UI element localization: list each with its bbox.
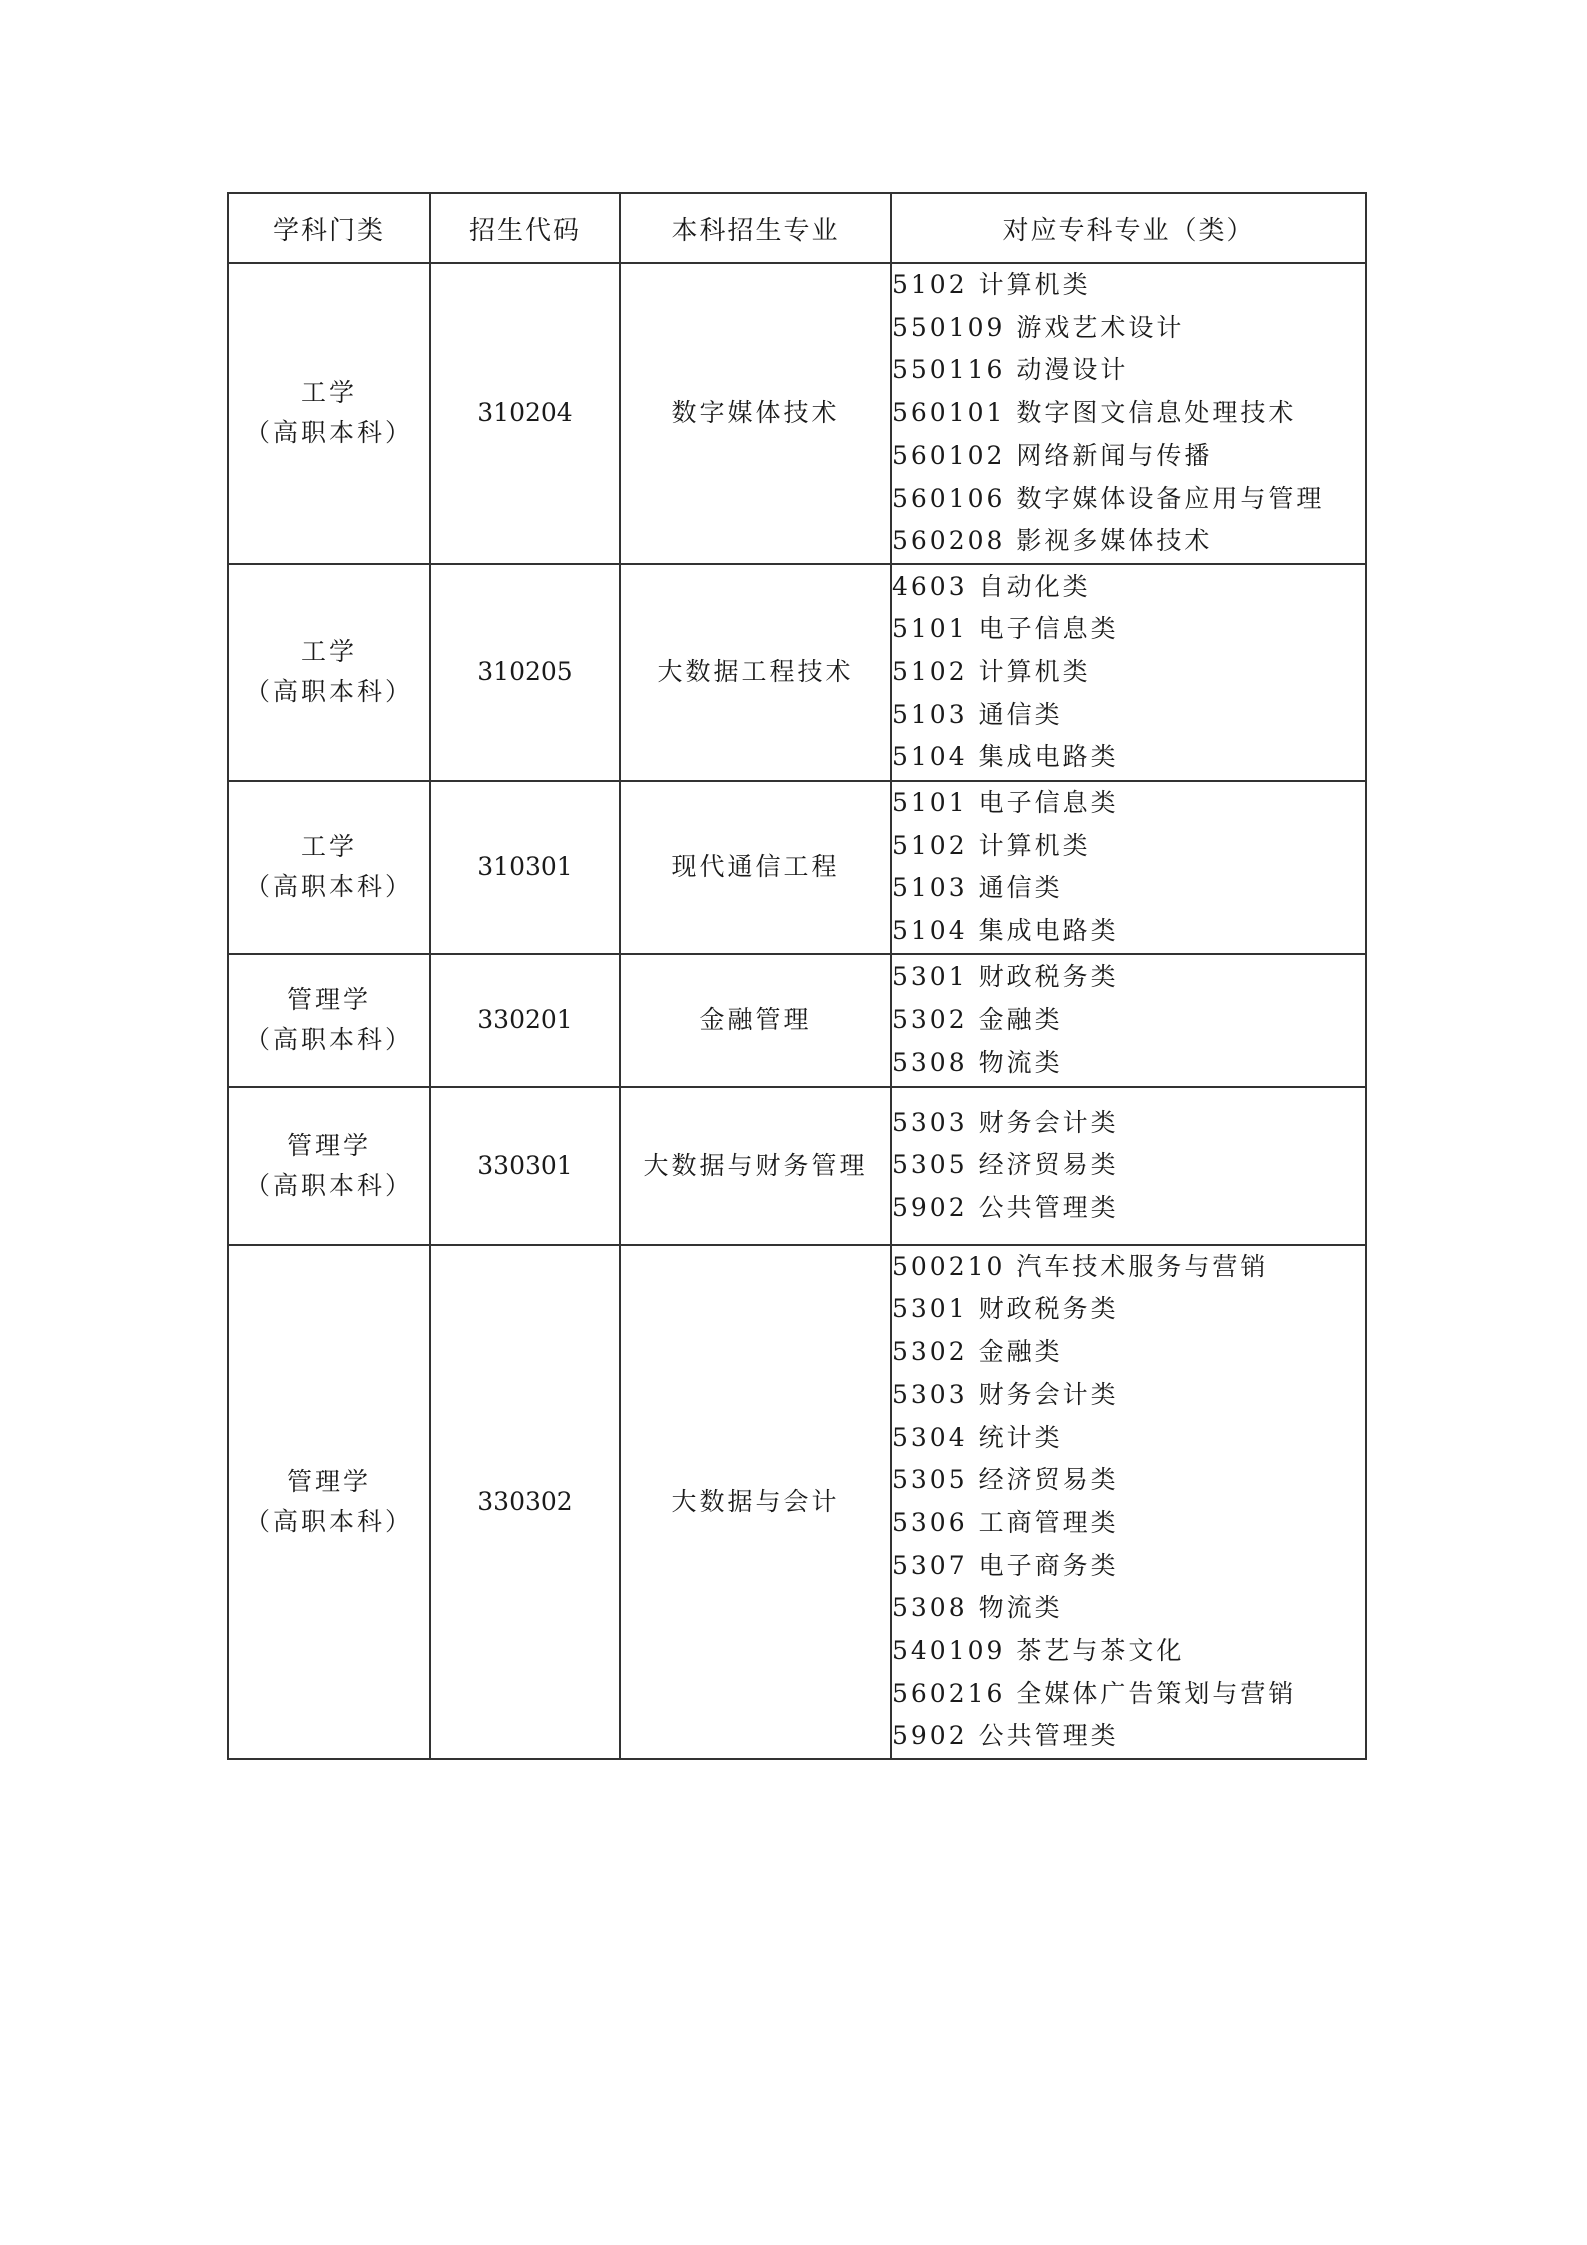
category-level: （高职本科） (244, 418, 413, 448)
major-cell: 现代通信工程 (620, 781, 891, 954)
category-cell (228, 781, 430, 954)
related-majors-cell (891, 954, 1366, 1087)
table-row (228, 1087, 1366, 1245)
related-major-item: 560102 网络新闻与传播 (892, 440, 1213, 470)
related-major-item: 5102 计算机类 (892, 830, 1091, 860)
category-cell (228, 263, 430, 564)
related-major-item: 550116 动漫设计 (892, 355, 1129, 385)
table-row (228, 781, 1366, 954)
code-cell: 330201 (430, 954, 620, 1087)
code-cell: 310204 (430, 263, 620, 564)
related-major-item: 5103 通信类 (892, 699, 1063, 729)
major-cell: 大数据与财务管理 (620, 1087, 891, 1245)
category-level: （高职本科） (244, 872, 413, 902)
header-category: 学科门类 (228, 193, 430, 263)
header-major: 本科招生专业 (620, 193, 891, 263)
category-cell (228, 1087, 430, 1245)
table-row (228, 1245, 1366, 1759)
related-majors-cell (891, 263, 1366, 564)
related-majors-cell (891, 1087, 1366, 1245)
code-cell: 310205 (430, 564, 620, 781)
header-code: 招生代码 (430, 193, 620, 263)
related-major-item: 5302 金融类 (892, 1337, 1063, 1367)
table-row (228, 954, 1366, 1087)
code-cell: 330302 (430, 1245, 620, 1759)
major-cell: 大数据与会计 (620, 1245, 891, 1759)
related-major-item: 500210 汽车技术服务与营销 (892, 1251, 1269, 1281)
related-major-item: 5301 财政税务类 (892, 1294, 1119, 1324)
related-major-item: 5302 金融类 (892, 1004, 1063, 1034)
header-related-majors: 对应专科专业（类） (891, 193, 1366, 263)
related-major-item: 5307 电子商务类 (892, 1550, 1119, 1580)
category-name: 管理学 (286, 1130, 371, 1160)
related-major-item: 5303 财务会计类 (892, 1107, 1119, 1137)
code-cell: 310301 (430, 781, 620, 954)
category-cell (228, 564, 430, 781)
related-majors-cell (891, 564, 1366, 781)
related-majors-cell (891, 1245, 1366, 1759)
category-cell (228, 1245, 430, 1759)
related-major-item: 5305 经济贸易类 (892, 1150, 1119, 1180)
category-name: 工学 (300, 832, 357, 862)
category-name: 管理学 (286, 985, 371, 1015)
related-major-item: 5902 公共管理类 (892, 1721, 1119, 1751)
related-major-item: 4603 自动化类 (892, 571, 1091, 601)
majors-table (227, 192, 1367, 1760)
category-level: （高职本科） (244, 677, 413, 707)
major-cell: 大数据工程技术 (620, 564, 891, 781)
category-cell (228, 954, 430, 1087)
related-majors-cell (891, 781, 1366, 954)
category-name: 工学 (300, 378, 357, 408)
category-level: （高职本科） (244, 1170, 413, 1200)
related-major-item: 560101 数字图文信息处理技术 (892, 398, 1297, 428)
related-major-item: 5104 集成电路类 (892, 742, 1119, 772)
related-major-item: 5101 电子信息类 (892, 787, 1119, 817)
category-name: 管理学 (286, 1466, 371, 1496)
related-major-item: 5102 计算机类 (892, 657, 1091, 687)
category-name: 工学 (300, 637, 357, 667)
related-major-item: 560106 数字媒体设备应用与管理 (892, 483, 1325, 513)
category-level: （高职本科） (244, 1025, 413, 1055)
related-major-item: 560216 全媒体广告策划与营销 (892, 1678, 1297, 1708)
related-major-item: 5103 通信类 (892, 873, 1063, 903)
major-cell: 金融管理 (620, 954, 891, 1087)
related-major-item: 5303 财务会计类 (892, 1379, 1119, 1409)
related-major-item: 560208 影视多媒体技术 (892, 526, 1213, 556)
related-major-item: 5308 物流类 (892, 1593, 1063, 1623)
related-major-item: 5305 经济贸易类 (892, 1465, 1119, 1495)
table-body (228, 263, 1366, 1759)
related-major-item: 5101 电子信息类 (892, 614, 1119, 644)
table-header-row (228, 193, 1366, 263)
major-cell: 数字媒体技术 (620, 263, 891, 564)
related-major-item: 5308 物流类 (892, 1047, 1063, 1077)
related-major-item: 550109 游戏艺术设计 (892, 312, 1185, 342)
category-level: （高职本科） (244, 1506, 413, 1536)
related-major-item: 5306 工商管理类 (892, 1507, 1119, 1537)
code-cell: 330301 (430, 1087, 620, 1245)
related-major-item: 5902 公共管理类 (892, 1193, 1119, 1223)
table-row (228, 263, 1366, 564)
related-major-item: 5304 统计类 (892, 1422, 1063, 1452)
related-major-item: 540109 茶艺与茶文化 (892, 1636, 1185, 1666)
table-row (228, 564, 1366, 781)
related-major-item: 5104 集成电路类 (892, 916, 1119, 946)
related-major-item: 5102 计算机类 (892, 270, 1091, 299)
related-major-item: 5301 财政税务类 (892, 962, 1119, 992)
